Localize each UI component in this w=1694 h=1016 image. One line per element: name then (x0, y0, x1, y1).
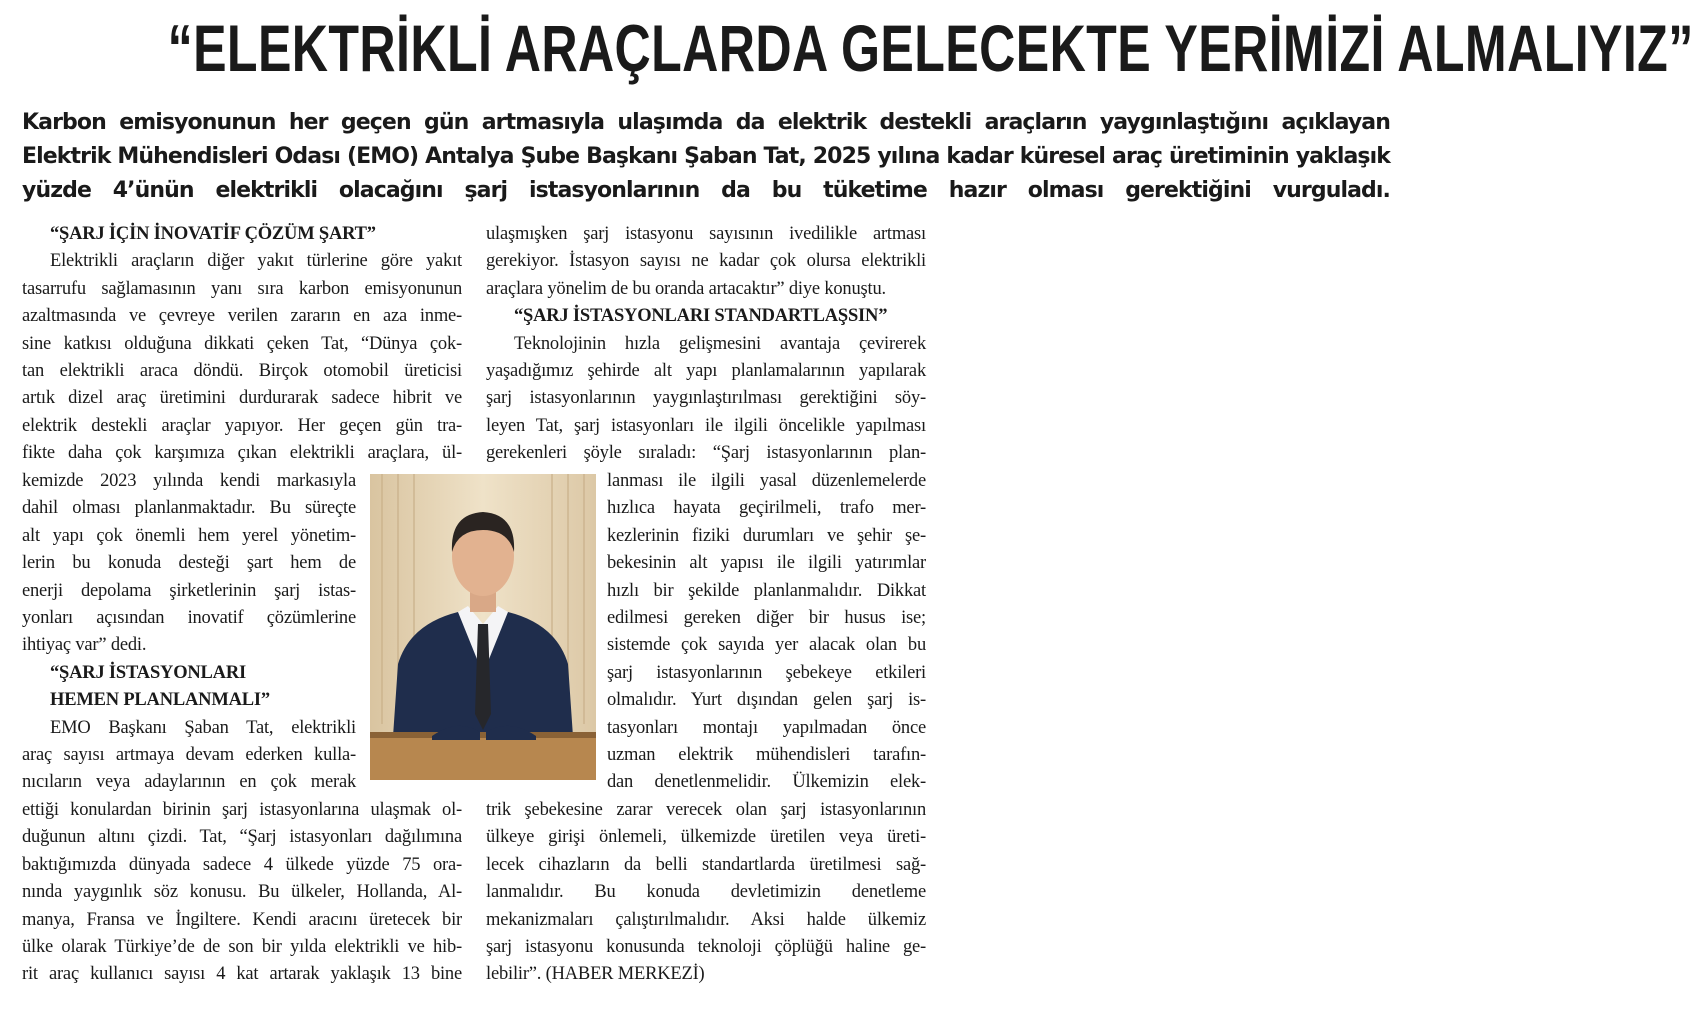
text-line: EMO Başkanı Şaban Tat, elektrikli (50, 717, 356, 738)
text-line: tasyonları montajı yapılmadan önce (607, 717, 926, 738)
text-line: dahil olması planlanmaktadır. Bu süreçte (22, 498, 356, 519)
portrait-photo-icon (370, 474, 596, 780)
text-line: leyen Tat, şarj istasyonları ile ilgili öncelikle yapılması (486, 415, 926, 436)
text-line: olmalıdır. Yurt dışından gelen şarj is- (607, 690, 926, 711)
text-line: şarj istasyonlarının yaygınlaştırılması gerektiğini söy- (486, 388, 926, 409)
text-line: lerin bu konuda desteği şart hem de (22, 553, 356, 574)
text-line: HEMEN PLANLANMALI” (50, 690, 270, 711)
text-line: Teknolojinin hızla gelişmesini avantaja çevirerek (514, 333, 926, 354)
text-line: alt yapı çok önemli hem yerel yönetim- (22, 525, 356, 546)
text-line: ulaşmışken şarj istasyonu sayısının ivedilikle artması (486, 224, 926, 244)
text-line: hızlı bir şekilde planlanmalıdır. Dikkat (607, 580, 926, 601)
text-line: trik şebekesine zarar verecek olan şarj istasyonlarının (486, 800, 926, 820)
text-line: elektrik destekli araçlar yapıyor. Her geçen gün tra- (22, 415, 462, 436)
headline: “ELEKTRİKLİ ARAÇLARDA GELECEKTE YERİMİZİ ALMALIYIZ” (167, 11, 1694, 85)
text-line: gerekiyor. İstasyon sayısı ne kadar çok olursa elektrikli (486, 251, 926, 272)
text-line: baktığımızda dünyada sadece 4 ülkede yüzde 75 ora- (22, 854, 462, 875)
column-right-top (486, 221, 926, 468)
text-line: kemizde 2023 yılında kendi markasıyla (22, 471, 356, 491)
text-line: azaltmasında ve çevreye verilen zararın en aza inme- (22, 306, 462, 327)
text-line: lecek cihazların da belli standartlarda üretilmesi sağ- (486, 854, 926, 875)
lead-paragraph: Karbon emisyonunun her geçen gün artmasıyla ulaşımda da elektrik destekli araçların yaygınlaştığını açıklayan Elektrik Mühendisleri Odası (EMO) Antalya Şube Başkanı Şaban Tat, 2025 yılına kadar küresel araç üretiminin yaklaşık yüzde 4’ünün elektrikli olacağını şarj istasyonlarının da bu tüketime hazır olması gerektiğini vurguladı. (22, 110, 1390, 203)
text-line: dan denetlenmelidir. Ülkemizin elek- (607, 772, 926, 793)
text-line: tan elektrikli araca döndü. Birçok otomobil üreticisi (22, 360, 462, 381)
portrait-photo (370, 474, 596, 780)
text-line: ülke olarak Türkiye’de de son bir yılda elektrikli ve hib- (22, 936, 462, 957)
text-line: “ŞARJ İÇİN İNOVATİF ÇÖZÜM ŞART” (50, 224, 376, 244)
text-line: yaşadığımız şehirde alt yapı planlamalarının yapılarak (486, 360, 926, 381)
text-line: edilmesi gereken diğer bir husus ise; (607, 607, 926, 628)
text-line: ülkeye girişi önlemeli, ülkemizde üretilen veya üreti- (486, 827, 926, 848)
text-line: artık dizel araç üretimini durdurarak sadece hibrit ve (22, 388, 462, 409)
text-line: “ŞARJ İSTASYONLARI (50, 662, 247, 683)
text-line: rit araç kullanıcı sayısı 4 kat artarak yaklaşık 13 bine (22, 964, 462, 985)
text-line: nında yaygınlık söz konusu. Bu ülkeler, Hollanda, Al- (22, 882, 462, 903)
text-line: lanmalıdır. Bu konuda devletimizin denetleme (486, 882, 926, 903)
text-line: şarj istasyonlarının şebekeye etkileri (607, 662, 926, 683)
text-line: şarj istasyonu konusunda teknoloji çöplüğü haline ge- (486, 936, 926, 957)
text-line: fikte daha çok karşımıza çıkan elektrikli araçlara, ül- (22, 443, 462, 464)
column-left-bottom (22, 797, 462, 989)
text-line: ihtiyaç var” dedi. (22, 635, 147, 656)
column-right-narrow (607, 468, 926, 797)
column-right-bottom (486, 797, 926, 989)
text-line: uzman elektrik mühendisleri tarafın- (607, 744, 926, 765)
text-line: “ŞARJ İSTASYONLARI STANDARTLAŞSIN” (514, 306, 888, 327)
text-line: mekanizmaları çalıştırılmalıdır. Aksi halde ülkemiz (486, 909, 926, 930)
text-line: Elektrikli araçların diğer yakıt türlerine göre yakıt (50, 251, 462, 272)
text-line: manya, Fransa ve İngiltere. Kendi aracını üretecek bir (22, 909, 462, 930)
text-line: gerekenleri şöyle sıraladı: “Şarj istasyonlarının plan- (486, 443, 926, 464)
text-line: sine katkısı olduğuna dikkati çeken Tat, “Dünya çok- (22, 333, 462, 354)
text-line: lebilir”. (HABER MERKEZİ) (486, 964, 705, 985)
text-line: araç sayısı artmaya devam ederken kulla- (22, 744, 356, 765)
text-line: enerji depolama şirketlerinin şarj istas- (22, 580, 356, 601)
text-line: ettiği konulardan birinin şarj istasyonlarına ulaşmak ol- (22, 800, 462, 820)
column-left-narrow (22, 468, 356, 797)
text-line: duğunun altını çizdi. Tat, “Şarj istasyonları dağılımına (22, 827, 462, 848)
text-line: araçlara yönelim de bu oranda artacaktır” diye konuştu. (486, 278, 886, 299)
text-line: tasarrufu sağlamasının yanı sıra karbon emisyonunun (22, 278, 462, 299)
text-line: lanması ile ilgili yasal düzenlemelerde (607, 471, 926, 491)
text-line: bekesinin alt yapısı ile ilgili yatırımlar (607, 553, 926, 574)
text-line: nıcıların veya adaylarının en çok merak (22, 772, 356, 793)
text-line: yonları açısından inovatif çözümlerine (22, 607, 356, 628)
text-line: hızlıca hayata geçirilmeli, trafo mer- (607, 498, 926, 519)
column-left-top (22, 221, 462, 468)
text-line: sistemde çok sayıda yer alacak olan bu (607, 635, 926, 656)
text-line: kezlerinin fiziki durumları ve şehir şe- (607, 525, 926, 546)
